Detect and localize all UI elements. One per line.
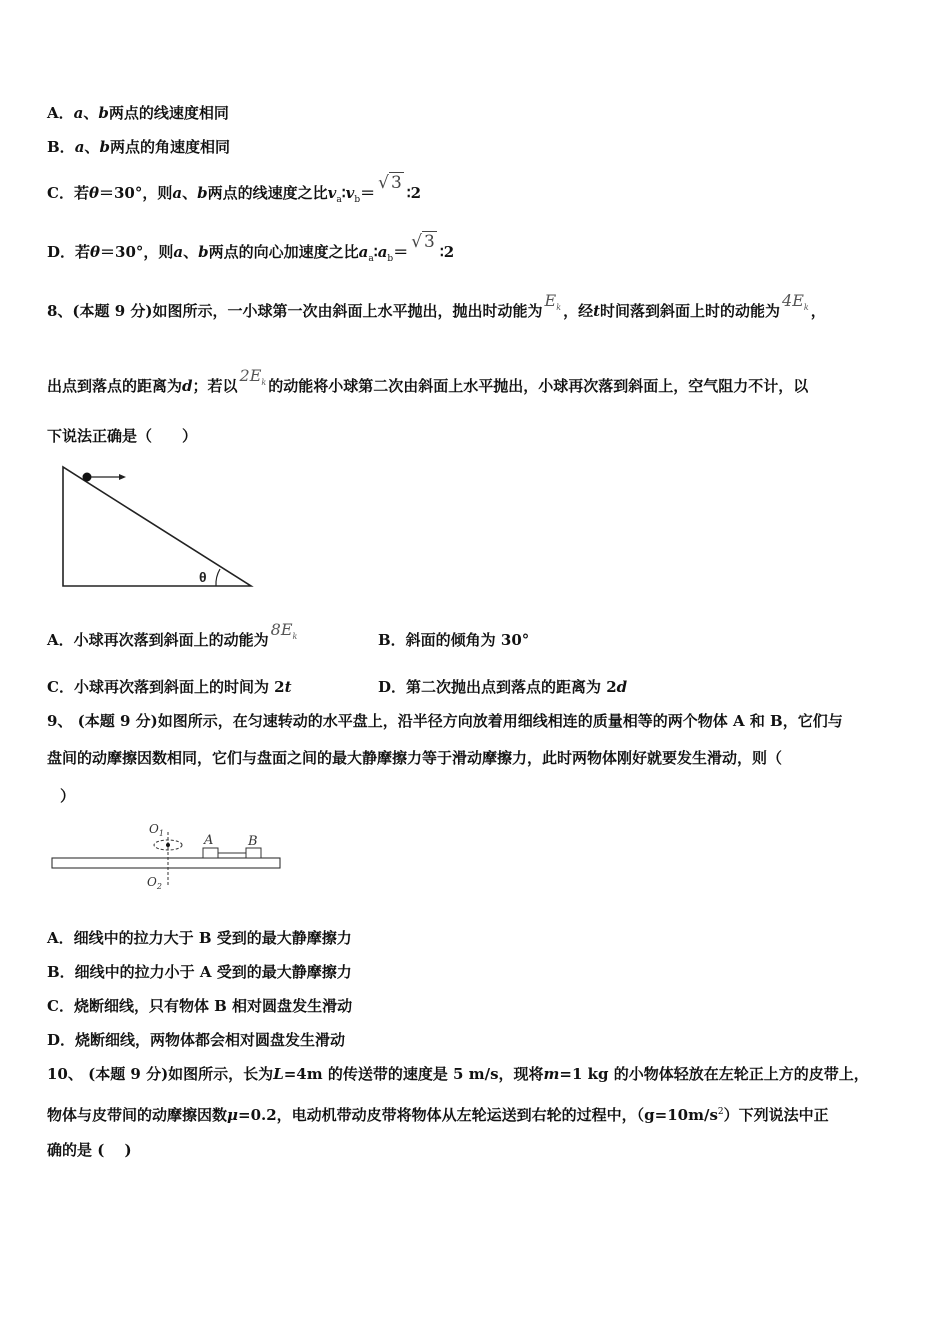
ek-subscript: k bbox=[261, 378, 267, 388]
separator: 、 bbox=[183, 243, 199, 261]
equals: ＝ bbox=[393, 243, 409, 261]
q9-line-2 bbox=[47, 748, 782, 768]
equals: ＝ bbox=[360, 184, 376, 202]
sqrt-value: 3 bbox=[424, 232, 435, 252]
var-t: t bbox=[284, 678, 292, 696]
var-a: a bbox=[377, 243, 388, 261]
option-text: 两点的向心加速度之比 bbox=[208, 243, 359, 261]
subscript: a bbox=[368, 254, 374, 264]
q7-option-b bbox=[47, 137, 230, 157]
ek-symbol bbox=[782, 291, 809, 313]
q7-option-a bbox=[47, 103, 229, 123]
ek-subscript: k bbox=[292, 632, 298, 642]
superscript: 2 bbox=[717, 1107, 724, 1117]
ek-subscript: k bbox=[803, 303, 809, 313]
ek-symbol bbox=[270, 620, 298, 642]
incline-triangle bbox=[63, 467, 251, 586]
q9-stem-part: 9、 (本题 9 分)如图所示，在匀速转动的水平盘上，沿半径方向放着用细线相连的质量相等的两个物体 A 和 B，它们与 bbox=[47, 712, 843, 730]
option-text: A．细线中的拉力大于 B 受到的最大静摩擦力 bbox=[47, 929, 352, 947]
option-text: B．斜面的倾角为 30° bbox=[378, 631, 530, 649]
ek-letter: 2E bbox=[239, 366, 262, 385]
q10-line-3 bbox=[47, 1140, 132, 1160]
incline-figure bbox=[58, 462, 258, 592]
ek-letter: E bbox=[544, 291, 557, 310]
condition-text: ＝30°，则 bbox=[98, 184, 173, 202]
sqrt-value: 3 bbox=[390, 173, 402, 193]
q8-line-3 bbox=[47, 426, 197, 446]
q9-option-d bbox=[47, 1030, 345, 1050]
ek-symbol bbox=[239, 366, 267, 388]
q8-line-2 bbox=[47, 366, 809, 403]
subscript: b bbox=[354, 195, 361, 205]
q8-stem-part: 8、(本题 9 分)如图所示，一小球第一次由斜面上水平抛出，抛出时动能为 bbox=[47, 302, 543, 320]
q8-option-c bbox=[47, 677, 292, 697]
label-o2 bbox=[147, 875, 162, 891]
q7-option-d bbox=[47, 232, 455, 269]
option-text: 两点的线速度之比 bbox=[207, 184, 328, 202]
var-b: b bbox=[198, 243, 209, 261]
q9-line-3 bbox=[60, 786, 75, 806]
label-a: A bbox=[204, 833, 214, 848]
q10-stem-part: 物体与皮带间的动摩擦因数 bbox=[47, 1106, 228, 1124]
separator: 、 bbox=[84, 138, 100, 156]
var-d: d bbox=[616, 678, 628, 696]
q8-option-a bbox=[47, 620, 299, 657]
q9-option-b bbox=[47, 962, 352, 982]
q8-stem-part: 时间落到斜面上时的动能为 bbox=[600, 302, 781, 320]
theta-symbol: θ bbox=[88, 184, 99, 202]
var-b: b bbox=[98, 104, 109, 122]
option-label: B． bbox=[47, 138, 75, 156]
angle-arc bbox=[216, 569, 220, 586]
ratio-colon: ∶ bbox=[373, 243, 378, 261]
q9-stem-part: 盘间的动摩擦因数相同，它们与盘面之间的最大静摩擦力等于滑动摩擦力，此时两物体刚好就要发生滑动，则（ bbox=[47, 749, 783, 767]
o2-letter: O bbox=[147, 875, 157, 889]
subscript: b bbox=[387, 254, 394, 264]
arrow-head bbox=[119, 474, 126, 480]
axis-dot bbox=[166, 843, 170, 847]
var-a: a bbox=[74, 138, 85, 156]
q9-stem-part: ） bbox=[60, 787, 76, 805]
var-v: v bbox=[345, 184, 355, 202]
condition-text: ＝30°，则 bbox=[100, 243, 174, 261]
q8-option-b bbox=[378, 630, 529, 650]
var-b: b bbox=[99, 138, 110, 156]
separator: 、 bbox=[83, 104, 99, 122]
ball bbox=[83, 473, 92, 482]
var-a: a bbox=[173, 243, 184, 261]
q8-stem-part: ，经 bbox=[563, 302, 594, 320]
theta-symbol: θ bbox=[90, 243, 101, 261]
q8-stem-part: 出点到落点的距离为 bbox=[47, 377, 183, 395]
var-b: b bbox=[197, 184, 208, 202]
block-b bbox=[246, 848, 261, 858]
ratio-tail: ∶2 bbox=[439, 243, 455, 261]
q10-stem-part: ）下列说法中正 bbox=[723, 1106, 829, 1124]
var-l: L bbox=[273, 1065, 284, 1083]
label-b: B bbox=[248, 834, 258, 849]
sqrt-expression: √ 3 bbox=[378, 173, 402, 193]
q10-stem-part: =4m 的传送带的速度是 5 m/s，现将 bbox=[283, 1065, 544, 1083]
theta-label: θ bbox=[199, 569, 207, 585]
q8-stem-part: 下说法正确是（ ） bbox=[47, 427, 198, 445]
option-text: D．第二次抛出点到落点的距离为 2 bbox=[378, 678, 617, 696]
q8-stem-part: ， bbox=[810, 302, 826, 320]
ek-symbol bbox=[544, 291, 562, 313]
q10-stem-part: =1 kg 的小物体轻放在左轮正上方的皮带上， bbox=[559, 1065, 869, 1083]
option-text: C．烧断细线，只有物体 B 相对圆盘发生滑动 bbox=[47, 997, 353, 1015]
disc-plate bbox=[52, 858, 280, 868]
var-a: a bbox=[358, 243, 369, 261]
disc-figure bbox=[48, 818, 288, 893]
o1-letter: O bbox=[149, 822, 159, 836]
ratio-tail: ∶2 bbox=[406, 184, 422, 202]
option-text: 两点的角速度相同 bbox=[109, 138, 230, 156]
ek-letter: 8E bbox=[270, 620, 293, 639]
q8-option-d bbox=[378, 677, 627, 697]
var-t: t bbox=[593, 302, 601, 320]
q10-stem-part: 确的是 ( ) bbox=[47, 1141, 132, 1159]
option-text: D．烧断细线，两物体都会相对圆盘发生滑动 bbox=[47, 1031, 346, 1049]
q8-stem-part: 的动能将小球第二次由斜面上水平抛出，小球再次落到斜面上，空气阻力不计，以 bbox=[268, 377, 809, 395]
subscript: a bbox=[336, 195, 342, 205]
q9-line-1 bbox=[47, 711, 843, 731]
var-d: d bbox=[182, 377, 193, 395]
option-label: D．若 bbox=[47, 243, 91, 261]
var-a: a bbox=[172, 184, 183, 202]
ek-letter: 4E bbox=[782, 291, 804, 310]
option-text: A．小球再次落到斜面上的动能为 bbox=[47, 631, 269, 649]
ratio-colon: ∶ bbox=[341, 184, 346, 202]
q10-line-1 bbox=[47, 1064, 869, 1084]
q10-line-2 bbox=[47, 1102, 829, 1125]
q7-option-c bbox=[47, 173, 422, 210]
block-a bbox=[203, 848, 218, 858]
label-o1 bbox=[149, 822, 164, 838]
q9-option-a bbox=[47, 928, 352, 948]
q10-stem-part: =0.2，电动机带动皮带将物体从左轮运送到右轮的过程中，（g=10m/s bbox=[238, 1106, 718, 1124]
var-mu: μ bbox=[227, 1106, 238, 1124]
option-label: A． bbox=[47, 104, 74, 122]
q9-option-c bbox=[47, 996, 352, 1016]
option-text: B．细线中的拉力小于 A 受到的最大静摩擦力 bbox=[47, 963, 352, 981]
option-label: C．若 bbox=[47, 184, 89, 202]
o2-subscript: 2 bbox=[156, 882, 162, 891]
separator: 、 bbox=[182, 184, 198, 202]
var-a: a bbox=[73, 104, 84, 122]
q8-stem-part: ；若以 bbox=[192, 377, 238, 395]
option-text: C．小球再次落到斜面上的时间为 2 bbox=[47, 678, 285, 696]
o1-subscript: 1 bbox=[158, 829, 164, 838]
q8-line-1 bbox=[47, 291, 826, 328]
ek-subscript: k bbox=[556, 303, 562, 313]
var-v: v bbox=[327, 184, 337, 202]
q10-stem-part: 10、 (本题 9 分)如图所示，长为 bbox=[47, 1065, 274, 1083]
sqrt-expression: √ 3 bbox=[411, 232, 435, 252]
var-m: m bbox=[543, 1065, 560, 1083]
option-text: 两点的线速度相同 bbox=[108, 104, 229, 122]
